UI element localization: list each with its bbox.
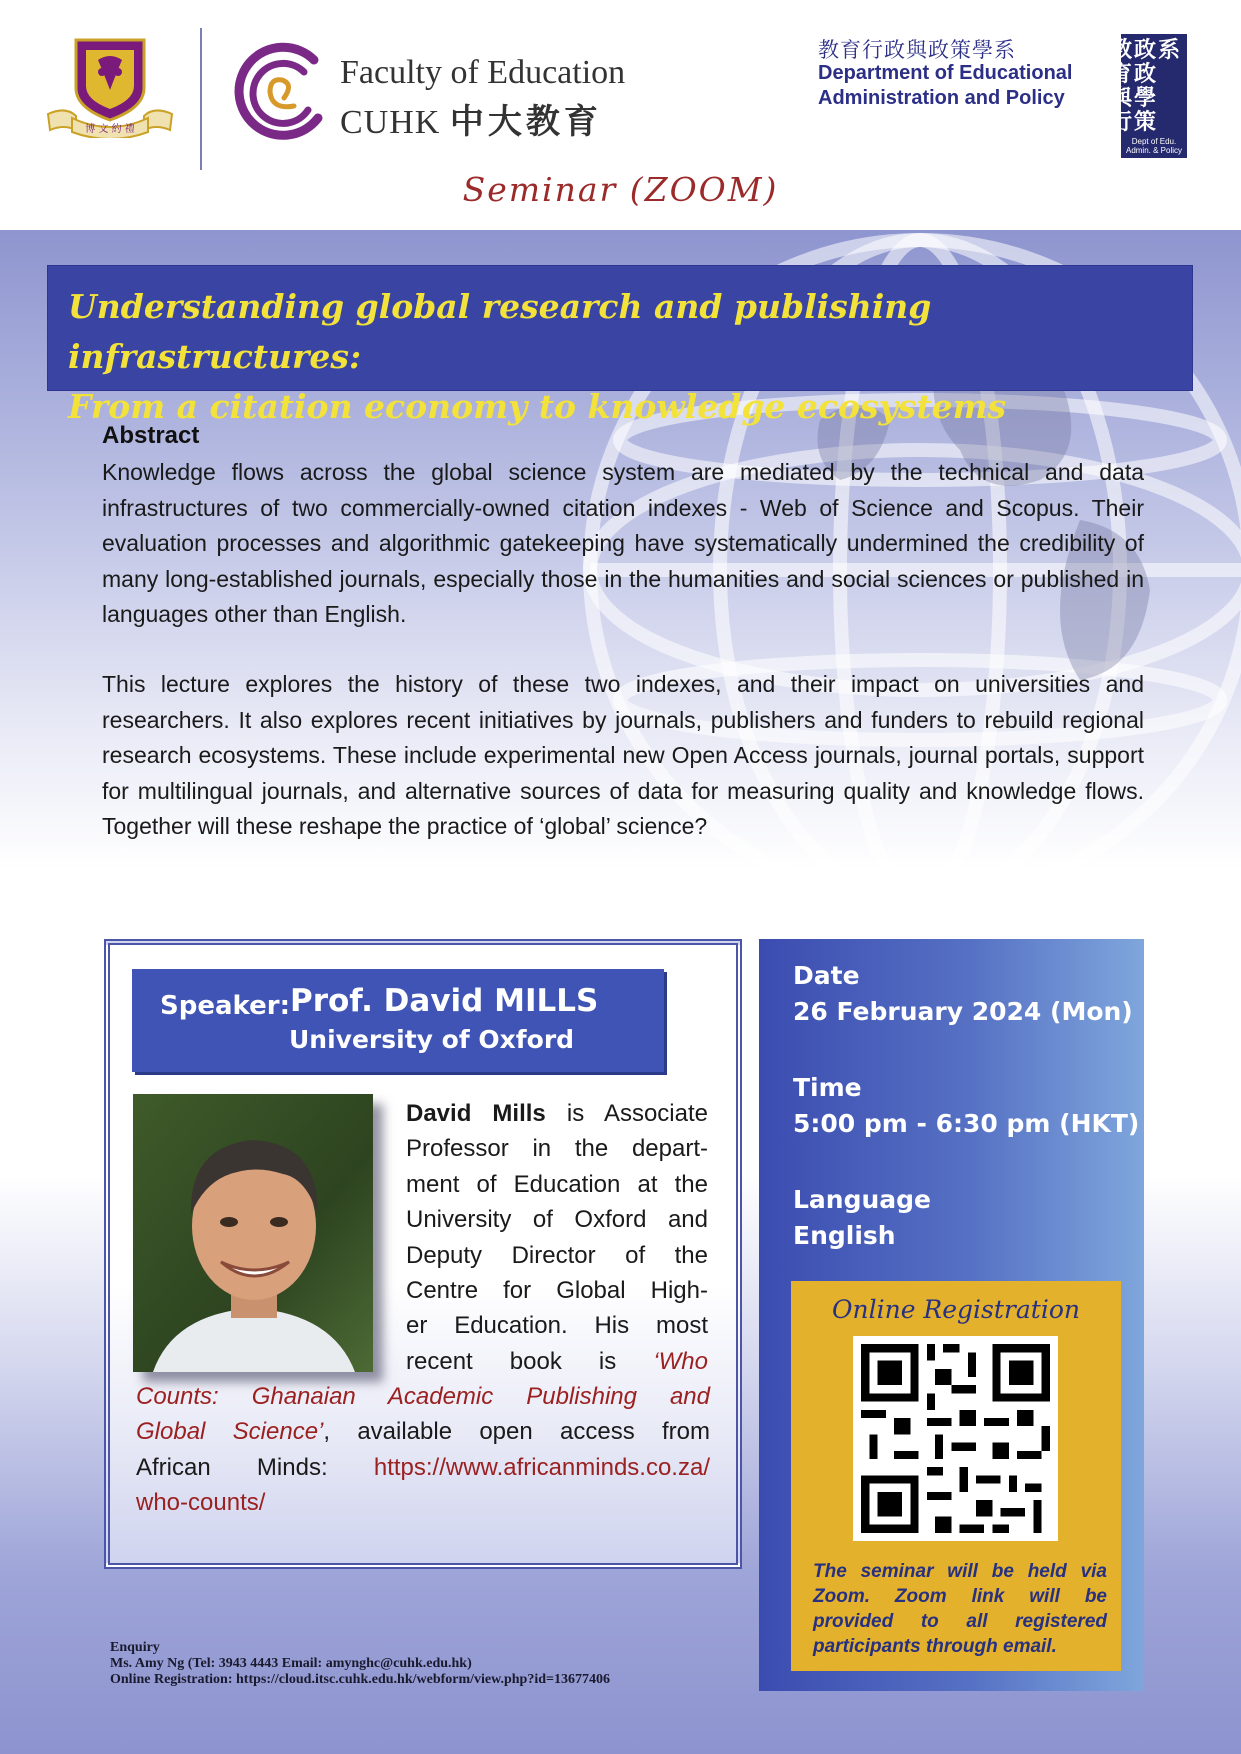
department-logo-character: 政 bbox=[1133, 37, 1156, 63]
speaker-affiliation: University of Oxford bbox=[289, 1025, 575, 1054]
language-value: English bbox=[793, 1221, 896, 1250]
bio-line: er Education. His most bbox=[406, 1312, 708, 1340]
bio-text: , available open access from bbox=[323, 1418, 710, 1446]
abstract-heading: Abstract bbox=[102, 422, 200, 449]
faculty-subname bbox=[340, 94, 602, 143]
seminar-title-line1: Understanding global research and publishing infrastructures: bbox=[68, 287, 932, 376]
seminar-title-line2: From a citation economy to knowledge ecosystems bbox=[68, 387, 1007, 426]
bio-line: Deputy Director of the bbox=[406, 1241, 708, 1269]
speaker-bio-continued bbox=[136, 1379, 710, 1521]
department-logo-character: 策 bbox=[1133, 109, 1156, 135]
bio-line bbox=[406, 1096, 708, 1131]
registration-box bbox=[791, 1281, 1121, 1671]
bio-text: recent book is bbox=[406, 1347, 617, 1375]
book-title: ‘Who bbox=[653, 1347, 708, 1375]
seminar-title bbox=[68, 282, 1182, 432]
enquiry-registration-url[interactable]: Online Registration: https://cloud.itsc.cuhk.edu.hk/webform/view.php?id=13677406 bbox=[110, 1672, 610, 1687]
book-link[interactable]: https://www.africanminds.co.za/ bbox=[373, 1453, 710, 1481]
seminar-title-banner bbox=[48, 266, 1192, 426]
registration-note: The seminar will be held via Zoom. Zoom link will be provided to all registered participants through email. bbox=[813, 1561, 1107, 1657]
abstract-paragraph-1: Knowledge flows across the global science system are mediated by the technical and data infrastructures of two commercially-owned citation indexes - Web of Science and Scopus. Their evaluation processes and algorithmic gatekeeping have systematically undermined the credibility of many long-established journals, especially those in the humanities and social sciences or published in languages other than English. bbox=[102, 459, 1144, 627]
language-label: Language bbox=[793, 1185, 932, 1214]
book-link[interactable]: who-counts/ bbox=[136, 1489, 266, 1517]
department-logo-character: 教 bbox=[1109, 37, 1132, 63]
enquiry-heading: Enquiry bbox=[110, 1640, 160, 1655]
bio-line bbox=[136, 1450, 710, 1485]
department-logo-character: 學 bbox=[1133, 85, 1156, 111]
bio-speaker-name: David Mills bbox=[406, 1100, 546, 1127]
enquiry-block bbox=[110, 1640, 610, 1688]
logo-caption-line1: Dept of Edu. bbox=[1131, 137, 1177, 146]
department-logo-character: 系 bbox=[1157, 37, 1180, 63]
bio-line: University of Oxford and bbox=[406, 1206, 708, 1234]
department-name-line2: Administration and Policy bbox=[818, 87, 1065, 109]
bio-line: ment of Education at the bbox=[406, 1170, 708, 1198]
date-label: Date bbox=[793, 961, 860, 990]
book-title: Counts: Ghanaian Academic Publishing and bbox=[136, 1383, 710, 1410]
cuhk-crest-logo bbox=[46, 36, 174, 138]
abstract-paragraph-2: This lecture explores the history of these two indexes, and their impact on universities and researchers. It also explores recent initiatives by journals, publishers and funders to rebuild regional research ecosystems. These include experimental new Open Access journals, journal portals, support for multilingual journals, and alternative sources of data for measuring quality and knowledge flows. Together will these reshape the practice of ‘global’ science? bbox=[102, 671, 1144, 839]
department-chinese-name: 教育行政與政策學系 bbox=[818, 39, 1016, 62]
bio-text: is Associate bbox=[545, 1100, 708, 1127]
faculty-name: Faculty of Education bbox=[340, 54, 626, 91]
department-logo-character: 政 bbox=[1133, 61, 1156, 87]
registration-title: Online Registration bbox=[832, 1295, 1080, 1324]
bio-line bbox=[406, 1344, 708, 1379]
registration-qr-code[interactable] bbox=[853, 1336, 1058, 1541]
department-logo-caption bbox=[1121, 137, 1187, 155]
bio-text: African Minds: bbox=[136, 1453, 374, 1481]
faculty-of-education-logo bbox=[226, 38, 326, 148]
department-logo-character: 行 bbox=[1109, 109, 1132, 135]
time-label: Time bbox=[793, 1073, 862, 1102]
faculty-chinese-name: 中大教育 bbox=[449, 104, 602, 141]
bio-line: Professor in the depart- bbox=[406, 1135, 708, 1163]
svg-text:博 文 約 禮: 博 文 約 禮 bbox=[85, 124, 135, 135]
bio-line: Centre for Global High- bbox=[406, 1277, 708, 1305]
speaker-photo bbox=[133, 1094, 373, 1372]
faculty-cuhk: CUHK bbox=[340, 104, 441, 141]
speaker-label: Speaker: bbox=[160, 991, 290, 1021]
logo-caption-line2: Admin. & Policy bbox=[1125, 146, 1183, 155]
book-title: Global Science’ bbox=[136, 1418, 324, 1446]
header-divider bbox=[200, 28, 202, 170]
department-logo-characters bbox=[1109, 37, 1181, 136]
speaker-name: Prof. David MILLS bbox=[290, 983, 599, 1019]
speaker-bio-column bbox=[406, 1096, 708, 1379]
department-logo bbox=[1109, 34, 1187, 158]
department-logo-character: 與 bbox=[1109, 85, 1132, 111]
speaker-header bbox=[132, 969, 664, 1072]
enquiry-contact: Ms. Amy Ng (Tel: 3943 4443 Email: amynghc@cuhk.edu.hk) bbox=[110, 1656, 472, 1671]
seminar-format-label: Seminar (ZOOM) bbox=[462, 170, 779, 209]
bio-line bbox=[136, 1414, 710, 1449]
time-value: 5:00 pm - 6:30 pm (HKT) bbox=[793, 1109, 1140, 1138]
department-name-line1: Department of Educational bbox=[818, 62, 1073, 84]
department-logo-character: 育 bbox=[1109, 61, 1132, 87]
date-value: 26 February 2024 (Mon) bbox=[793, 997, 1133, 1026]
